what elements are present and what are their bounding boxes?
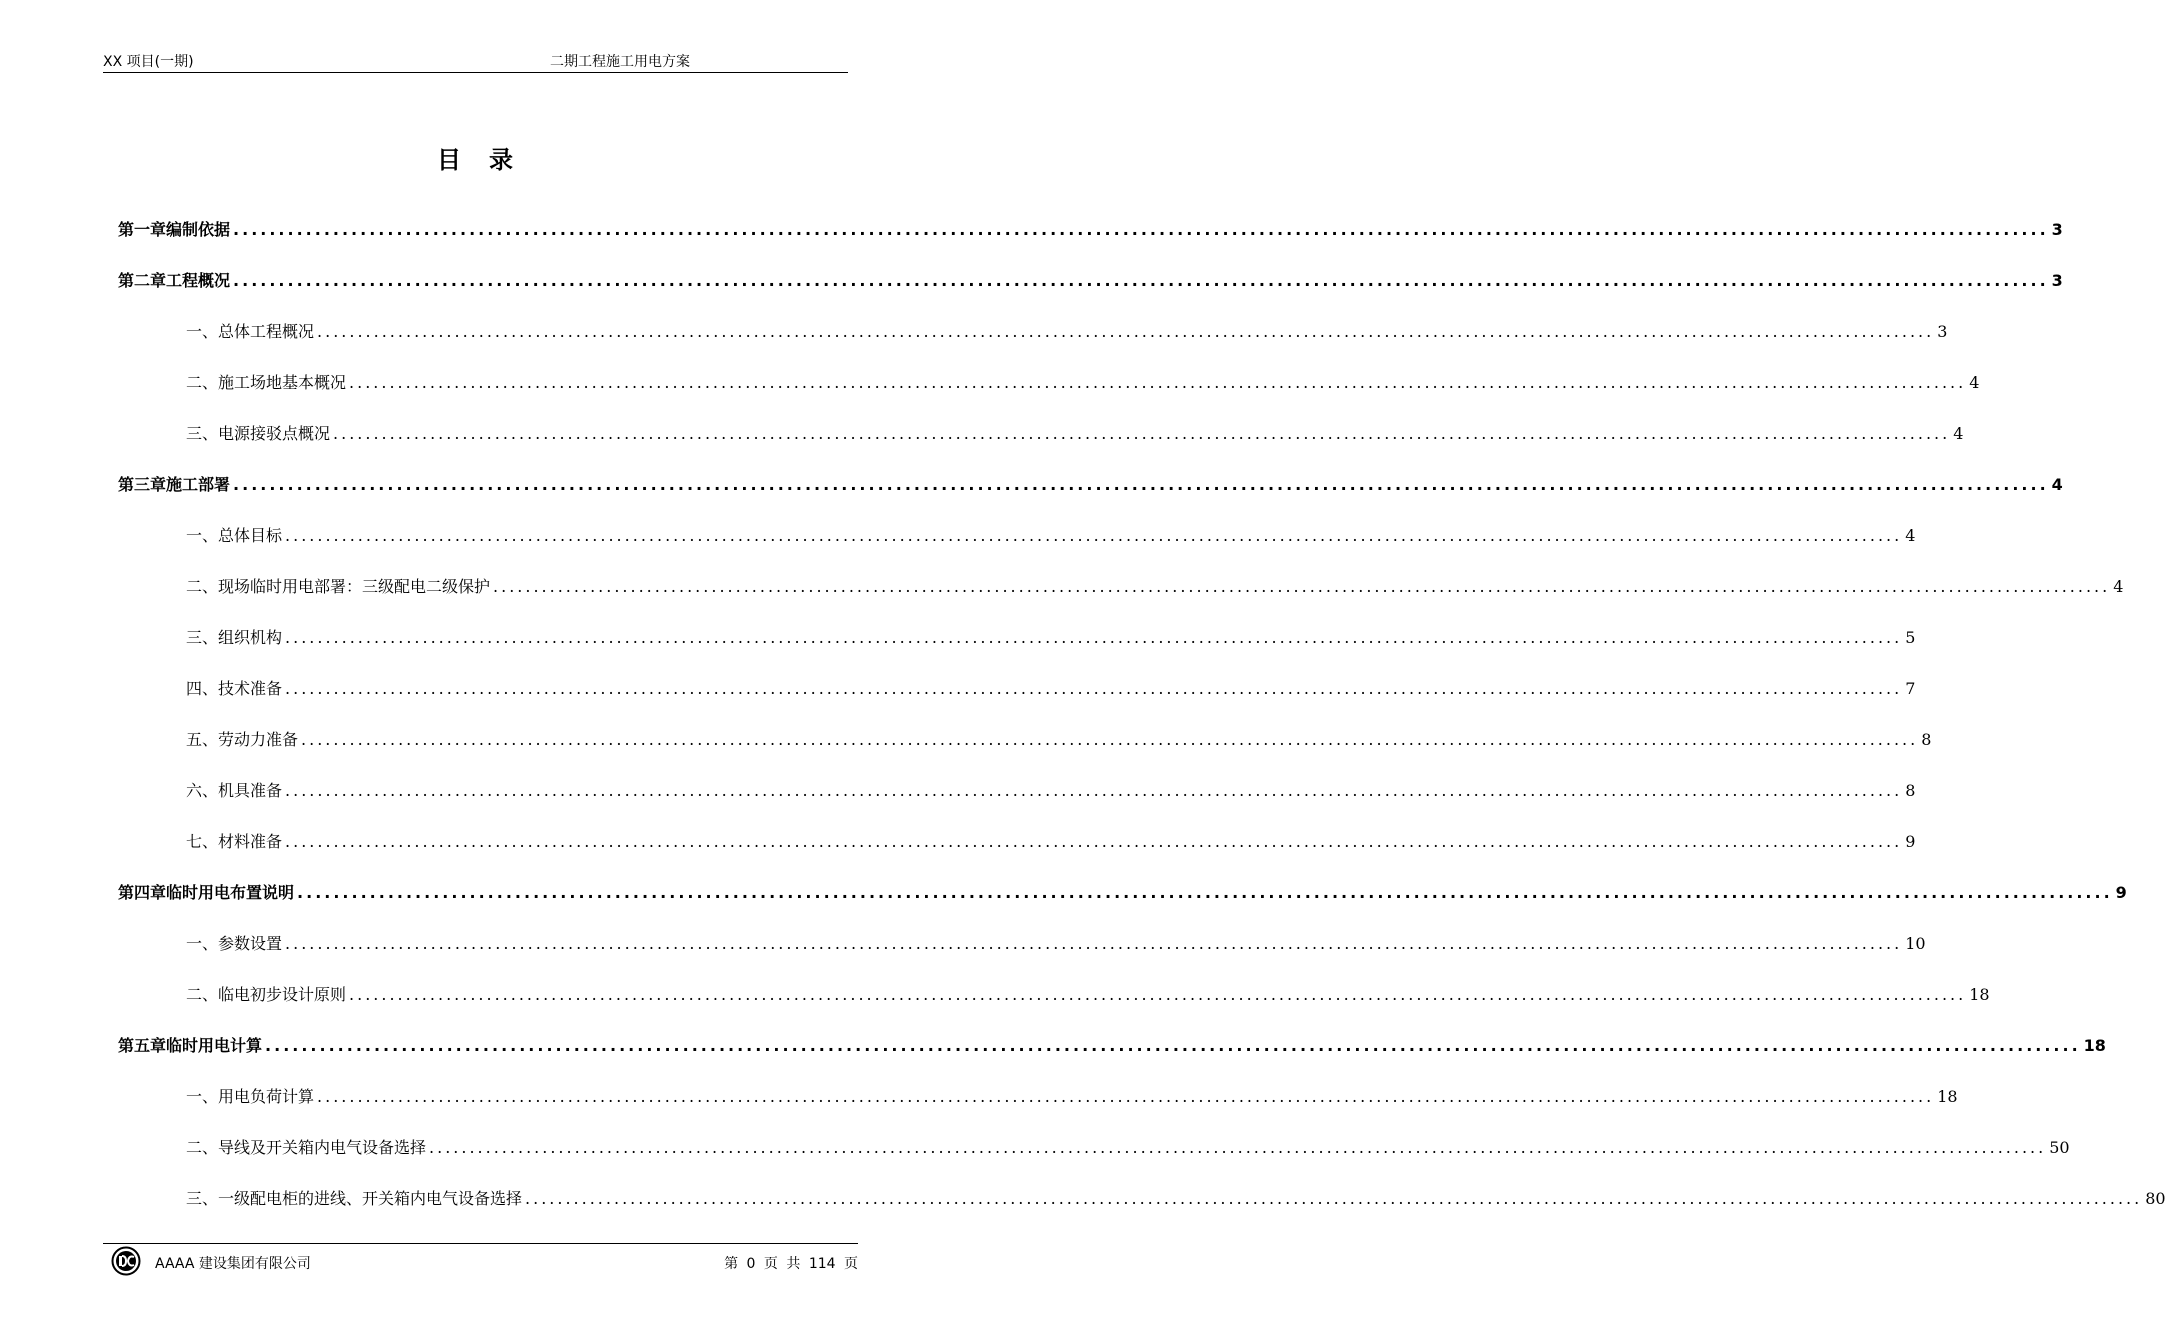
toc-entry-page: 8	[1905, 781, 1916, 800]
toc-dot-leader: ........................................................................................................................................................................................................	[233, 271, 2049, 290]
toc-dot-leader: ........................................................................................................................................................................................................	[285, 628, 1903, 647]
toc-entry[interactable]	[186, 982, 1990, 1006]
toc-entry-number: 一、	[186, 322, 219, 341]
toc-title: 目录	[437, 146, 541, 174]
toc-entry-number: 四、	[186, 679, 219, 698]
toc-entry-label: 导线及开关箱内电气设备选择	[218, 1138, 427, 1157]
toc-entry[interactable]	[186, 319, 1948, 343]
toc-entry-page: 3	[1937, 322, 1948, 341]
header-doc-title: 二期工程施工用电方案	[550, 54, 690, 70]
toc-entry-number: 二、	[186, 373, 219, 392]
toc-entry[interactable]	[186, 370, 1980, 394]
toc-entry-label: 施工场地基本概况	[218, 373, 347, 392]
toc-entry-page: 3	[2051, 220, 2063, 239]
toc-entry-number: 一、	[186, 934, 219, 953]
toc-entry-label: 机具准备	[218, 781, 283, 800]
toc-dot-leader: ........................................................................................................................................................................................................	[265, 1036, 2081, 1055]
toc-entry-label: 临时用电布置说明	[166, 883, 295, 902]
toc-entry-number: 第四章	[118, 883, 167, 902]
toc-entry[interactable]	[118, 1033, 2106, 1057]
toc-entry[interactable]	[186, 778, 1916, 802]
toc-entry-number: 二、	[186, 985, 219, 1004]
toc-entry-page: 8	[1921, 730, 1932, 749]
toc-entry-page: 4	[1953, 424, 1964, 443]
toc-entry-page: 4	[2051, 475, 2063, 494]
toc-entry-page: 4	[2113, 577, 2124, 596]
toc-dot-leader: ........................................................................................................................................................................................................	[285, 934, 1903, 953]
toc-entry-label: 材料准备	[218, 832, 283, 851]
toc-dot-leader: ........................................................................................................................................................................................................	[233, 475, 2049, 494]
toc-entry-label: 用电负荷计算	[218, 1087, 315, 1106]
toc-entry-number: 三、	[186, 628, 219, 647]
toc-dot-leader: ........................................................................................................................................................................................................	[429, 1138, 2047, 1157]
toc-entry-number: 二、	[186, 577, 219, 596]
toc-entry[interactable]	[186, 625, 1916, 649]
toc-dot-leader: ........................................................................................................................................................................................................	[317, 1087, 1935, 1106]
toc-entry-number: 三、	[186, 424, 219, 443]
toc-entry-label: 工程概况	[166, 271, 231, 290]
toc-entry[interactable]	[186, 1135, 2070, 1159]
toc-entry-label: 总体工程概况	[218, 322, 315, 341]
toc-entry[interactable]	[118, 472, 2063, 496]
toc-entry-number: 五、	[186, 730, 219, 749]
toc-entry[interactable]	[186, 574, 2124, 598]
toc-entry-page: 18	[1969, 985, 1990, 1004]
toc-entry-label: 参数设置	[218, 934, 283, 953]
toc-entry-number: 三、	[186, 1189, 219, 1208]
toc-entry-page: 9	[1905, 832, 1916, 851]
toc-entry-label: 现场临时用电部署：三级配电二级保护	[218, 577, 491, 596]
toc-entry-label: 临时用电计算	[166, 1036, 263, 1055]
toc-entry-label: 劳动力准备	[218, 730, 299, 749]
toc-entry-number: 六、	[186, 781, 219, 800]
toc-entry[interactable]	[186, 727, 1932, 751]
footer-page-info: 第 0 页 共 114 页	[724, 1256, 858, 1272]
toc-entry-number: 七、	[186, 832, 219, 851]
toc-dot-leader: ........................................................................................................................................................................................................	[285, 832, 1903, 851]
toc-entry-page: 80	[2145, 1189, 2166, 1208]
toc-entry[interactable]	[186, 931, 1926, 955]
toc-entry-page: 10	[1905, 934, 1926, 953]
toc-entry-number: 一、	[186, 526, 219, 545]
toc-dot-leader: ........................................................................................................................................................................................................	[317, 322, 1935, 341]
footer-company: AAAA 建设集团有限公司	[155, 1256, 311, 1272]
toc-entry[interactable]	[186, 1186, 2166, 1210]
toc-entry[interactable]	[118, 268, 2063, 292]
toc-dot-leader: ........................................................................................................................................................................................................	[333, 424, 1951, 443]
toc-entry-page: 5	[1905, 628, 1916, 647]
toc-entry-page: 7	[1905, 679, 1916, 698]
toc-entry-number: 二、	[186, 1138, 219, 1157]
toc-entry-page: 4	[1969, 373, 1980, 392]
toc-entry[interactable]	[186, 523, 1916, 547]
toc-dot-leader: ........................................................................................................................................................................................................	[285, 781, 1903, 800]
toc-entry-label: 临电初步设计原则	[218, 985, 347, 1004]
page-header	[103, 50, 848, 73]
toc-entry[interactable]	[186, 829, 1916, 853]
toc-dot-leader: ........................................................................................................................................................................................................	[349, 373, 1967, 392]
toc-dot-leader: ........................................................................................................................................................................................................	[285, 679, 1903, 698]
toc-dot-leader: ........................................................................................................................................................................................................	[233, 220, 2049, 239]
toc-entry-label: 组织机构	[218, 628, 283, 647]
toc-entry-page: 18	[1937, 1087, 1958, 1106]
toc-entry-label: 电源接驳点概况	[218, 424, 331, 443]
toc-entry-label: 一级配电柜的进线、开关箱内电气设备选择	[218, 1189, 523, 1208]
toc-entry[interactable]	[118, 880, 2127, 904]
toc-entry-page: 18	[2083, 1036, 2106, 1055]
header-project: XX 项目(一期)	[103, 54, 194, 70]
toc-dot-leader: ........................................................................................................................................................................................................	[525, 1189, 2143, 1208]
toc-entry[interactable]	[186, 676, 1916, 700]
toc-entry[interactable]	[186, 1084, 1958, 1108]
toc-dot-leader: ........................................................................................................................................................................................................	[301, 730, 1919, 749]
toc-entry-number: 第三章	[118, 475, 167, 494]
toc-entry-label: 总体目标	[218, 526, 283, 545]
toc-dot-leader: ........................................................................................................................................................................................................	[285, 526, 1903, 545]
toc-entry-page: 3	[2051, 271, 2063, 290]
toc-dot-leader: ........................................................................................................................................................................................................	[297, 883, 2113, 902]
toc-entry-number: 第五章	[118, 1036, 167, 1055]
toc-dot-leader: ........................................................................................................................................................................................................	[493, 577, 2111, 596]
toc-entry-label: 编制依据	[166, 220, 231, 239]
toc-entry-number: 第二章	[118, 271, 167, 290]
page-footer	[103, 1243, 858, 1278]
toc-entry-number: 一、	[186, 1087, 219, 1106]
toc-entry[interactable]	[118, 217, 2063, 241]
toc-entry-page: 4	[1905, 526, 1916, 545]
toc-entry-page: 50	[2049, 1138, 2070, 1157]
company-logo-icon	[111, 1246, 141, 1276]
toc-entry-page: 9	[2115, 883, 2127, 902]
toc-dot-leader: ........................................................................................................................................................................................................	[349, 985, 1967, 1004]
toc-entry-number: 第一章	[118, 220, 167, 239]
toc-entry-label: 施工部署	[166, 475, 231, 494]
toc-entry-label: 技术准备	[218, 679, 283, 698]
toc-entry[interactable]	[186, 421, 1964, 445]
